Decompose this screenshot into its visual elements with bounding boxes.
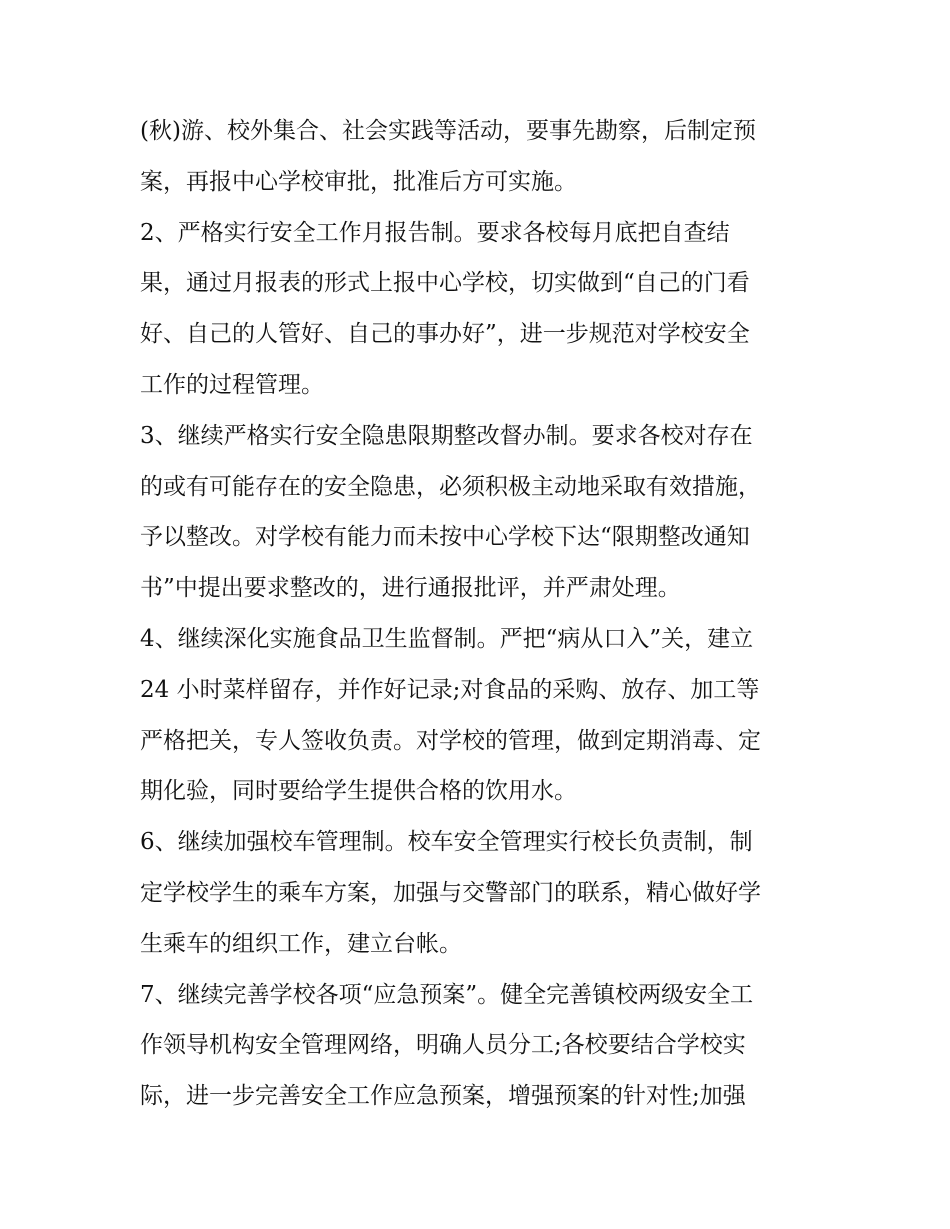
text-line: 生乘车的组织工作，建立台帐。 <box>140 930 462 957</box>
document-body <box>140 106 820 1122</box>
text-line: 严格把关，专人签收负责。对学校的管理，做到定期消毒、定 <box>140 727 761 754</box>
text-line: (秋)游、校外集合、社会实践等活动，要事先勘察，后制定预 <box>140 118 756 144</box>
text-line: 期化验，同时要给学生提供合格的饮用水。 <box>140 778 577 805</box>
text-line: 3、继续严格实行安全隐患限期整改督办制。要求各校对存在 <box>140 422 753 449</box>
text-line: 2、严格实行安全工作月报告制。要求各校每月底把自查结 <box>140 219 730 246</box>
text-line: 工作的过程管理。 <box>140 371 324 398</box>
text-line: 4、继续深化实施食品卫生监督制。严把“病从口入”关，建立 <box>140 625 754 652</box>
text-line: 的或有可能存在的安全隐患，必须积极主动地采取有效措施， <box>140 473 761 500</box>
text-line: 好、自己的人管好、自己的事办好”，进一步规范对学校安全 <box>140 321 750 348</box>
text-line: 果，通过月报表的形式上报中心学校，切实做到“自己的门看 <box>140 270 750 297</box>
text-line: 6、继续加强校车管理制。校车安全管理实行校长负责制，制 <box>140 829 753 856</box>
text-line: 24 小时菜样留存，并作好记录;对食品的采购、放存、加工等 <box>140 676 760 703</box>
text-line: 作领导机构安全管理网络，明确人员分工;各校要结合学校实 <box>140 1032 746 1059</box>
text-line: 予以整改。对学校有能力而未按中心学校下达“限期整改通知 <box>140 524 750 551</box>
text-line: 7、继续完善学校各项“应急预案”。健全完善镇校两级安全工 <box>140 981 754 1008</box>
text-line: 定学校学生的乘车方案，加强与交警部门的联系，精心做好学 <box>140 879 761 906</box>
text-line: 案，再报中心学校审批，批准后方可实施。 <box>140 168 577 195</box>
text-line: 书”中提出要求整改的，进行通报批评，并严肃处理。 <box>140 575 681 602</box>
text-line: 际，进一步完善安全工作应急预案，增强预案的针对性;加强 <box>140 1083 746 1110</box>
